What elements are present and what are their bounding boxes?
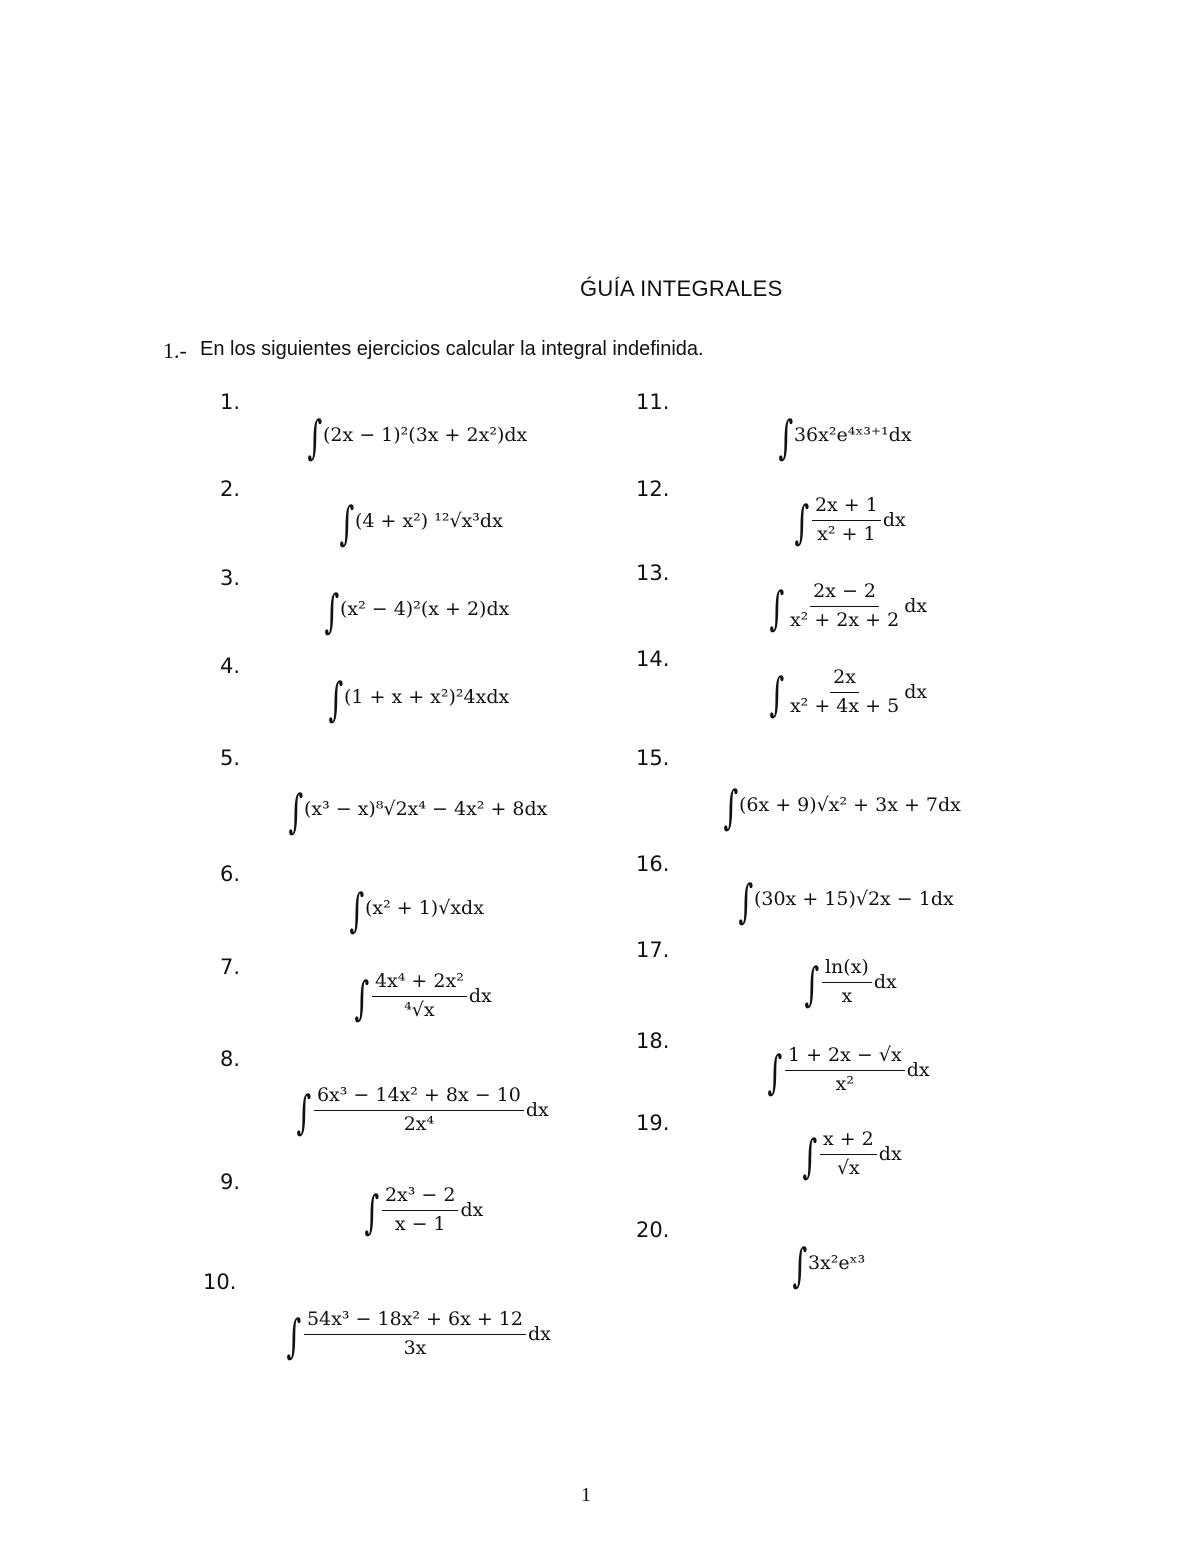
integral-sign: ∫ [769,667,785,722]
differential: dx [527,1323,551,1346]
numerator: 2x − 2 [810,580,879,607]
exercise-integral [324,672,510,726]
differential: dx [904,595,928,618]
exercise-integral [774,410,912,464]
integral-sign: ∫ [296,1085,312,1140]
exercise-integral [320,584,510,638]
exercise-integral [788,1238,866,1292]
integrand: (x² − 4)²(x + 2)dx [339,598,510,620]
numerator: 1 + 2x − √x [785,1044,905,1071]
integral-sign: ∫ [307,410,323,464]
exercise-number: 7. [220,955,241,979]
integral-sign: ∫ [364,1185,380,1240]
exercise-integral [798,1128,902,1184]
exercise-number: 9. [220,1170,241,1194]
exercise-number: 12. [636,477,670,501]
exercise-integral [790,494,906,550]
differential: dx [525,1099,549,1122]
fraction [304,1308,526,1361]
exercise-number: 6. [220,862,241,886]
exercise-number: 20. [636,1218,670,1242]
exercise-number: 14. [636,647,670,671]
denominator: x − 1 [394,1212,446,1235]
differential: dx [873,971,897,994]
differential: dx [878,1143,902,1166]
fraction [787,580,902,633]
integral-sign: ∫ [324,584,340,638]
exercise-integral [345,883,484,937]
integrand: (2x − 1)²(3x + 2x²)dx [322,424,528,446]
integrand: (30x + 15)√2x − 1dx [753,888,954,910]
integral-sign: ∫ [339,496,355,550]
exercise-number: 17. [636,938,670,962]
numerator: 2x + 1 [812,494,881,521]
integral-sign: ∫ [354,971,370,1026]
integral-sign: ∫ [792,1238,808,1292]
exercise-integral [765,580,928,636]
numerator: 2x³ − 2 [382,1184,459,1211]
fraction [314,1084,524,1137]
exercise-integral [350,970,492,1026]
numerator: ln(x) [822,956,872,983]
differential: dx [904,681,928,704]
integrand: (x³ − x)⁸√2x⁴ − 4x² + 8dx [303,798,548,820]
integral-sign: ∫ [767,1045,783,1100]
integral-sign: ∫ [349,883,365,937]
integrand: (6x + 9)√x² + 3x + 7dx [738,794,961,816]
exercise-integral [719,780,961,834]
denominator: 2x⁴ [403,1112,435,1135]
exercise-integral [282,1308,551,1364]
numerator: 54x³ − 18x² + 6x + 12 [304,1308,526,1335]
page-title: ǴUÍA INTEGRALES [580,276,783,301]
integral-sign: ∫ [794,495,810,550]
integral-sign: ∫ [738,874,754,928]
integral-sign: ∫ [328,672,344,726]
integrand: (4 + x²) ¹²√x³dx [354,510,503,532]
exercise-integral [284,784,548,838]
numerator: 4x⁴ + 2x² [372,970,467,997]
numerator: 2x [830,666,859,693]
denominator: ⁴√x [404,998,435,1021]
exercise-number: 13. [636,561,670,585]
differential: dx [460,1199,484,1222]
integral-sign: ∫ [288,784,304,838]
exercise-number: 2. [220,477,241,501]
exercise-integral [765,666,928,722]
exercise-number: 10. [203,1270,237,1294]
integral-sign: ∫ [769,581,785,636]
integral-sign: ∫ [286,1309,302,1364]
exercise-number: 15. [636,746,670,770]
exercise-integral [734,874,954,928]
fraction [822,956,872,1009]
exercise-number: 11. [636,390,670,414]
page-number: 1 [581,1484,591,1506]
denominator: x [841,984,853,1007]
exercise-number: 18. [636,1029,670,1053]
denominator: x² + 1 [817,522,876,545]
exercise-integral [303,410,528,464]
exercise-number: 1. [220,390,241,414]
exercise-integral [335,496,503,550]
fraction [382,1184,459,1237]
integrand: (1 + x + x²)²4xdx [343,686,510,708]
instruction-text: En los siguientes ejercicios calcular la integral indefinida. [200,338,704,360]
fraction [820,1128,877,1181]
integrand: (x² + 1)√xdx [364,897,484,919]
exercise-number: 3. [220,566,241,590]
integrand: 36x²e⁴ˣ³⁺¹dx [793,424,912,446]
fraction [785,1044,905,1097]
denominator: x² [835,1072,854,1095]
fraction [787,666,902,719]
integral-sign: ∫ [804,957,820,1012]
exercise-integral [763,1044,930,1100]
fraction [812,494,881,547]
exercise-integral [800,956,897,1012]
integrand: 3x²eˣ³ [807,1252,866,1274]
differential: dx [906,1059,930,1082]
denominator: 3x [403,1336,427,1359]
integral-sign: ∫ [778,410,794,464]
denominator: √x [836,1156,860,1179]
exercise-number: 8. [220,1047,241,1071]
differential: dx [468,985,492,1008]
integral-sign: ∫ [802,1129,818,1184]
exercise-number: 16. [636,852,670,876]
exercise-integral [292,1084,549,1140]
denominator: x² + 2x + 2 [789,608,900,631]
exercise-number: 4. [220,654,241,678]
instruction-number: 1.- [163,338,187,363]
exercise-number: 5. [220,746,241,770]
exercise-integral [360,1184,484,1240]
numerator: 6x³ − 14x² + 8x − 10 [314,1084,524,1111]
integral-sign: ∫ [723,780,739,834]
fraction [372,970,467,1023]
numerator: x + 2 [820,1128,877,1155]
differential: dx [882,509,906,532]
exercise-number: 19. [636,1111,670,1135]
denominator: x² + 4x + 5 [789,694,900,717]
